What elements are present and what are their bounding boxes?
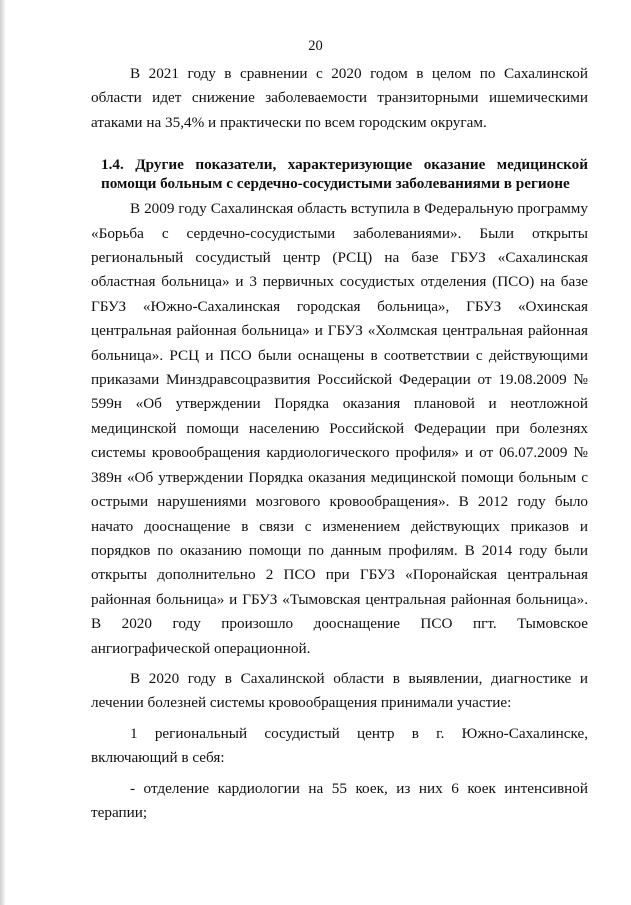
- cardiology-list-item: - отделение кардиологии на 55 коек, из них 6 коек интенсивной терапии;: [91, 779, 588, 821]
- center-paragraph: 1 региональный сосудистый центр в г. Южно-Сахалинске, включающий в себя:: [91, 724, 588, 767]
- intro-paragraph: В 2021 году в сравнении с 2020 годом в целом по Сахалинской области идет снижение заболеваемости транзиторными ишемическими атаками на 35,4% и практически по всем городским округам.: [91, 65, 588, 131]
- document-body: [91, 62, 588, 825]
- scan-edge: [0, 0, 5, 905]
- page-number: 20: [308, 38, 323, 54]
- participation-paragraph: В 2020 году в Сахалинской области в выявлении, диагностике и лечении болезней системы кровообращения принимали участие:: [91, 669, 588, 712]
- main-paragraph: В 2009 году Сахалинская область вступила в Федеральную программу «Борьба с сердечно-сосудистыми заболеваниями». Были открыты региональный сосудистый центр (РСЦ) на базе ГБУЗ «Сахалинская областная больница» и 3 первичных сосудистых отделения (ПСО) на базе ГБУЗ «Южно-Сахалинская городская больница», ГБУЗ «Охинская центральная районная больница» и ГБУЗ «Холмская центральная районная больница». РСЦ и ПСО были оснащены в соответствии с действующими приказами Минздравсоцразвития Российской Федерации от 19.08.2009 № 599н «Об утверждении Порядка оказания плановой и неотложной медицинской помощи населению Российской Федерации при болезнях системы кровообращения кардиологического профиля» и от 06.07.2009 № 389н «Об утверждении Порядка оказания медицинской помощи больным с острыми нарушениями мозгового кровообращения». В 2012 году было начато дооснащение в связи с изменением действующих приказов и порядков по оказанию помощи по данным профилям. В 2014 году были открыты дополнительно 2 ПСО при ГБУЗ «Поронайская центральная районная больница» и ГБУЗ «Тымовская центральная районная больница». В 2020 году произошло дооснащение ПСО пгт. Тымовское ангиографической операционной.: [91, 200, 588, 657]
- section-heading: 1.4. Другие показатели, характеризующие оказание медицинской помощи больным с сердечно-сосудистыми заболеваниями в регионе: [101, 156, 588, 193]
